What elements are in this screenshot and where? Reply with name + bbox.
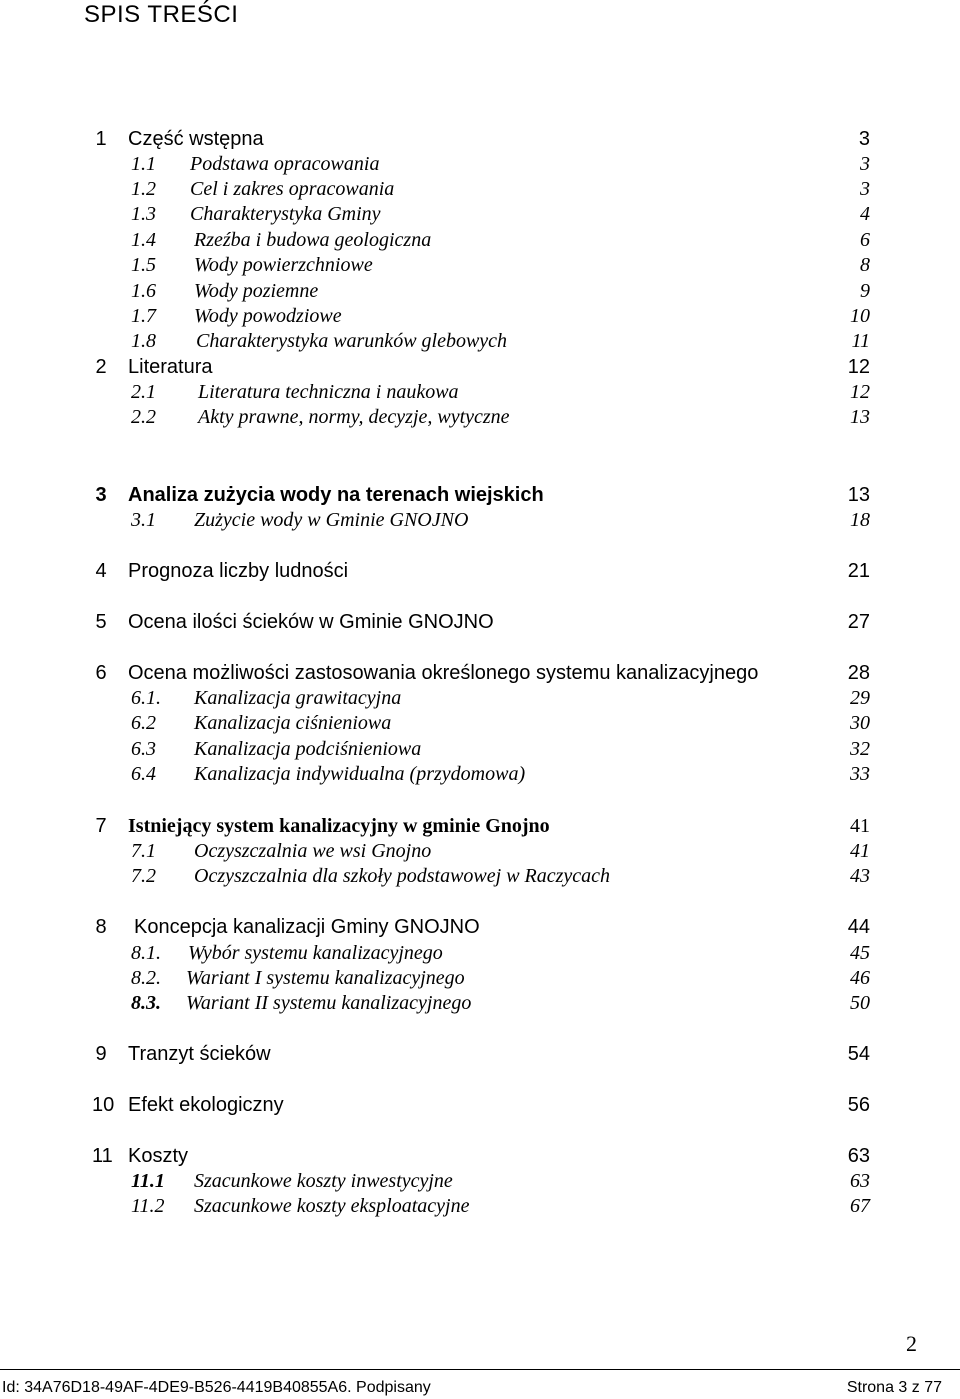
toc-entry-title: Prognoza liczby ludności — [128, 560, 349, 582]
toc-section-row — [0, 508, 960, 533]
toc-entry-title: Charakterystyka Gminy — [190, 203, 381, 225]
toc-section-row — [0, 405, 960, 430]
toc-chapter-row — [0, 483, 960, 508]
toc-entry-title: Tranzyt ścieków — [128, 1043, 271, 1065]
toc-chapter-row — [0, 661, 960, 686]
toc-section-row — [0, 711, 960, 736]
toc-entry-number: 6.2 — [131, 712, 156, 734]
toc-entry-title: Literatura techniczna i naukowa — [198, 381, 459, 403]
toc-entry-number: 6.1. — [131, 687, 161, 709]
toc-chapter-row — [0, 1093, 960, 1118]
toc-entry-title: Wariant I systemu kanalizacyjnego — [186, 967, 465, 989]
toc-entry-title: Ocena ilości ścieków w Gminie GNOJNO — [128, 611, 494, 633]
toc-entry-number: 3.1 — [131, 509, 156, 531]
toc-entry-page: 41 — [850, 840, 870, 862]
toc-section-row — [0, 380, 960, 405]
toc-section-row — [0, 329, 960, 354]
toc-entry-page: 56 — [847, 1094, 870, 1116]
toc-entry-page: 63 — [850, 1170, 870, 1192]
toc-chapter-row — [0, 355, 960, 380]
toc-entry-title: Efekt ekologiczny — [128, 1094, 284, 1116]
toc-entry-title: Kanalizacja podciśnieniowa — [194, 738, 422, 760]
toc-section-row — [0, 279, 960, 304]
toc-entry-title: Podstawa opracowania — [190, 153, 380, 175]
footer-document-id: Id: 34A76D18-49AF-4DE9-B526-4419B40855A6. Podpisany — [2, 1379, 431, 1396]
toc-entry-title: Zużycie wody w Gminie GNOJNO — [194, 509, 469, 531]
toc-entry-title: Szacunkowe koszty inwestycyjne — [194, 1170, 453, 1192]
toc-entry-page: 21 — [847, 560, 870, 582]
toc-entry-number: 11 — [92, 1145, 113, 1167]
toc-entry-page: 32 — [850, 738, 870, 760]
toc-entry-page: 43 — [850, 865, 870, 887]
toc-entry-number: 1.6 — [131, 280, 156, 302]
toc-entry-title: Kanalizacja ciśnieniowa — [194, 712, 392, 734]
toc-entry-title: Oczyszczalnia dla szkoły podstawowej w Raczycach — [194, 865, 611, 887]
toc-entry-page: 13 — [847, 484, 870, 506]
toc-entry-title: Wody powierzchniowe — [194, 254, 373, 276]
toc-section-row — [0, 864, 960, 889]
toc-entry-number: 2.1 — [131, 381, 156, 403]
toc-entry-title: Oczyszczalnia we wsi Gnojno — [194, 840, 432, 862]
toc-chapter-row — [0, 610, 960, 635]
toc-chapter-row — [0, 1144, 960, 1169]
toc-entry-number: 11.1 — [131, 1170, 165, 1192]
toc-entry-page: 54 — [847, 1043, 870, 1065]
toc-section-row — [0, 941, 960, 966]
toc-entry-page: 3 — [858, 128, 870, 150]
toc-entry-title: Rzeźba i budowa geologiczna — [194, 229, 432, 251]
toc-entry-page: 10 — [850, 305, 870, 327]
toc-section-row — [0, 762, 960, 787]
toc-entry-page: 44 — [847, 916, 870, 938]
toc-section-row — [0, 152, 960, 177]
toc-entry-title: Wody powodziowe — [194, 305, 342, 327]
toc-section-row — [0, 1169, 960, 1194]
toc-entry-title: Istniejący system kanalizacyjny w gminie Gnojno — [128, 815, 550, 837]
toc-entry-title: Akty prawne, normy, decyzje, wytyczne — [198, 406, 510, 428]
page-number: 2 — [906, 1331, 917, 1356]
toc-entry-number: 8.3. — [131, 992, 161, 1014]
toc-entry-number: 4 — [95, 560, 107, 582]
toc-entry-page: 45 — [850, 942, 870, 964]
toc-entry-page: 3 — [860, 153, 870, 175]
toc-entry-number: 5 — [95, 611, 107, 633]
toc-entry-page: 33 — [850, 763, 870, 785]
toc-chapter-row — [0, 1042, 960, 1067]
toc-section-row — [0, 839, 960, 864]
toc-entry-page: 27 — [847, 611, 870, 633]
toc-entry-number: 1.5 — [131, 254, 156, 276]
toc-entry-page: 30 — [850, 712, 870, 734]
toc-section-row — [0, 1194, 960, 1219]
toc-entry-page: 13 — [850, 406, 870, 428]
toc-entry-number: 1.1 — [131, 153, 156, 175]
toc-entry-title: Literatura — [128, 356, 213, 378]
toc-chapter-row — [0, 127, 960, 152]
toc-entry-number: 6 — [95, 662, 107, 684]
toc-entry-page: 46 — [850, 967, 870, 989]
toc-entry-number: 8.2. — [131, 967, 161, 989]
toc-entry-title: Wariant II systemu kanalizacyjnego — [186, 992, 472, 1014]
toc-section-row — [0, 228, 960, 253]
toc-chapter-row — [0, 814, 960, 839]
toc-entry-number: 6.4 — [131, 763, 156, 785]
toc-chapter-row — [0, 915, 960, 940]
toc-entry-title: Koncepcja kanalizacji Gminy GNOJNO — [134, 916, 480, 938]
toc-entry-number: 8.1. — [131, 942, 161, 964]
toc-section-row — [0, 202, 960, 227]
toc-entry-number: 7 — [95, 815, 107, 837]
toc-entry-title: Charakterystyka warunków glebowych — [196, 330, 508, 352]
toc-entry-title: Cel i zakres opracowania — [190, 178, 395, 200]
toc-entry-number: 1.8 — [131, 330, 156, 352]
toc-chapter-row — [0, 559, 960, 584]
toc-entry-number: 1.2 — [131, 178, 156, 200]
toc-entry-page: 67 — [850, 1195, 870, 1217]
toc-section-row — [0, 253, 960, 278]
toc-entry-title: Szacunkowe koszty eksploatacyjne — [194, 1195, 470, 1217]
toc-entry-number: 6.3 — [131, 738, 156, 760]
toc-entry-number: 3 — [95, 484, 107, 506]
toc-entry-page: 12 — [850, 381, 870, 403]
toc-entry-number: 11.2 — [131, 1195, 165, 1217]
toc-section-row — [0, 991, 960, 1016]
toc-entry-page: 50 — [850, 992, 870, 1014]
toc-entry-title: Wody poziemne — [194, 280, 319, 302]
toc-entry-title: Kanalizacja indywidualna (przydomowa) — [194, 763, 526, 785]
toc-entry-number: 1 — [95, 128, 107, 150]
footer-page-counter: Strona 3 z 77 — [846, 1379, 942, 1396]
toc-entry-page: 18 — [850, 509, 870, 531]
toc-entry-title: Wybór systemu kanalizacyjnego — [188, 942, 443, 964]
page-title: SPIS TREŚCI — [84, 1, 239, 28]
toc-section-row — [0, 177, 960, 202]
toc-section-row — [0, 304, 960, 329]
toc-entry-page: 28 — [847, 662, 870, 684]
toc-entry-number: 1.7 — [131, 305, 156, 327]
toc-entry-page: 11 — [851, 330, 870, 352]
toc-entry-number: 8 — [95, 916, 107, 938]
toc-entry-title: Analiza zużycia wody na terenach wiejskich — [128, 484, 544, 506]
toc-entry-page: 4 — [860, 203, 870, 225]
toc-entry-page: 3 — [860, 178, 870, 200]
toc-entry-number: 9 — [95, 1043, 107, 1065]
toc-entry-title: Część wstępna — [128, 128, 264, 150]
toc-entry-title: Koszty — [128, 1145, 189, 1167]
toc-entry-page: 8 — [860, 254, 870, 276]
toc-entry-page: 6 — [860, 229, 870, 251]
toc-entry-title: Kanalizacja grawitacyjna — [194, 687, 402, 709]
toc-entry-number: 2.2 — [131, 406, 156, 428]
toc-section-row — [0, 966, 960, 991]
toc-entry-page: 9 — [860, 280, 870, 302]
toc-entry-number: 7.1 — [131, 840, 156, 862]
toc-entry-number: 1.4 — [131, 229, 156, 251]
toc-entry-number: 1.3 — [131, 203, 156, 225]
footer-divider — [0, 1369, 960, 1370]
toc-section-row — [0, 737, 960, 762]
toc-entry-title: Ocena możliwości zastosowania określonego systemu kanalizacyjnego — [128, 662, 759, 684]
toc-entry-number: 7.2 — [131, 865, 156, 887]
toc-entry-page: 29 — [850, 687, 870, 709]
toc-entry-number: 10 — [92, 1094, 115, 1116]
toc-entry-page: 12 — [847, 356, 870, 378]
toc-entry-number: 2 — [95, 356, 107, 378]
toc-section-row — [0, 686, 960, 711]
toc-entry-page: 63 — [847, 1145, 870, 1167]
toc-entry-page: 41 — [850, 815, 870, 837]
